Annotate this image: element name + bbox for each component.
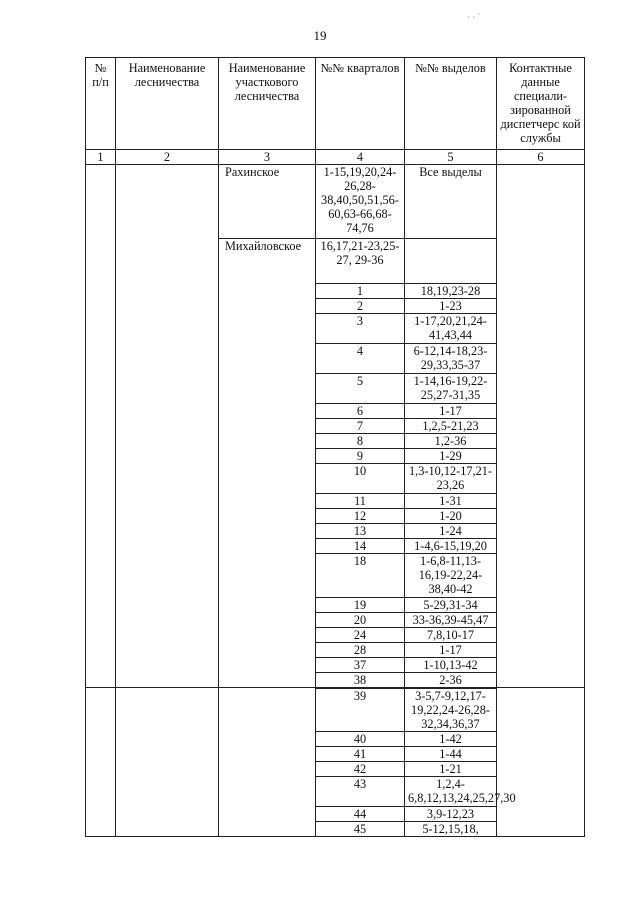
row-number-cell: [86, 688, 116, 837]
quarter-number: 3: [316, 314, 405, 344]
plot-numbers: 1,2,5-21,23: [405, 419, 497, 434]
quarter-number: 8: [316, 434, 405, 449]
quarter-number: 43: [316, 777, 405, 807]
quarter-number: 5: [316, 374, 405, 404]
quarters-cell: 16,17,21-23,25-27, 29-36: [316, 239, 405, 284]
plot-numbers: 2-36: [405, 673, 497, 688]
quarter-number: 4: [316, 344, 405, 374]
plot-numbers: 1-24: [405, 524, 497, 539]
header-cell: №№ кварталов: [316, 58, 405, 150]
plot-numbers: 1-23: [405, 299, 497, 314]
column-number: 2: [116, 150, 219, 165]
table-block: [86, 688, 585, 837]
plot-numbers: 5-29,31-34: [405, 598, 497, 613]
forestry-table: [85, 57, 585, 837]
contacts-cell: [497, 688, 585, 837]
quarter-number: 39: [316, 689, 405, 732]
plot-numbers: 33-36,39-45,47: [405, 613, 497, 628]
plot-numbers: 5-12,15,18,: [405, 822, 497, 837]
district-name: Михайловское: [219, 239, 316, 688]
page-number: 19: [313, 28, 327, 43]
plot-numbers: 1-42: [405, 732, 497, 747]
plots-cell: Все выделы: [405, 165, 497, 239]
column-number: 3: [219, 150, 316, 165]
quarter-number: 11: [316, 494, 405, 509]
column-number: 4: [316, 150, 405, 165]
plot-numbers: 1-20: [405, 509, 497, 524]
district-name: Рахинское: [219, 165, 316, 239]
plot-numbers: 7,8,10-17: [405, 628, 497, 643]
quarter-number: 24: [316, 628, 405, 643]
quarter-number: 38: [316, 673, 405, 688]
quarter-number: 7: [316, 419, 405, 434]
quarter-number: 40: [316, 732, 405, 747]
table-row: [86, 165, 585, 239]
column-number: 1: [86, 150, 116, 165]
plot-numbers: 1-21: [405, 762, 497, 777]
header-cell: Наименование лесничества: [116, 58, 219, 150]
plot-numbers: 1-10,13-42: [405, 658, 497, 673]
forestry-cell: [116, 688, 219, 837]
quarter-number: 1: [316, 284, 405, 299]
quarter-number: 9: [316, 449, 405, 464]
quarter-number: 45: [316, 822, 405, 837]
quarter-number: 14: [316, 539, 405, 554]
quarter-number: 12: [316, 509, 405, 524]
plot-numbers: 1-17,20,21,24-41,43,44: [405, 314, 497, 344]
header-cell: Наименование участкового лесничества: [219, 58, 316, 150]
quarter-number: 44: [316, 807, 405, 822]
header-cell: №№ выделов: [405, 58, 497, 150]
scan-mark: · · ˊ: [467, 12, 481, 22]
plot-numbers: 6-12,14-18,23-29,33,35-37: [405, 344, 497, 374]
contacts-cell: [497, 165, 585, 688]
district-cell: [219, 688, 316, 837]
column-number: 5: [405, 150, 497, 165]
table-block: [86, 165, 585, 688]
quarter-number: 10: [316, 464, 405, 494]
quarter-number: 18: [316, 554, 405, 598]
column-number: 6: [497, 150, 585, 165]
plot-numbers: 1-17: [405, 643, 497, 658]
quarter-number: 6: [316, 404, 405, 419]
plot-numbers: 1-6,8-11,13-16,19-22,24-38,40-42: [405, 554, 497, 598]
quarter-number: 28: [316, 643, 405, 658]
plot-numbers: 1,3-10,12-17,21-23,26: [405, 464, 497, 494]
quarter-number: 20: [316, 613, 405, 628]
forestry-cell: [116, 165, 219, 688]
header-cell: Контактные данные специали-зированной диспетчерс кой службы: [497, 58, 585, 150]
plot-numbers: 1-29: [405, 449, 497, 464]
row-number-cell: [86, 165, 116, 688]
header-row: [86, 58, 585, 150]
quarter-number: 19: [316, 598, 405, 613]
plot-numbers: 1-17: [405, 404, 497, 419]
plots-cell: [405, 239, 497, 284]
plot-numbers: 1-4,6-15,19,20: [405, 539, 497, 554]
plot-numbers: 3,9-12,23: [405, 807, 497, 822]
quarter-number: 37: [316, 658, 405, 673]
header-cell: № п/п: [86, 58, 116, 150]
column-number-row: [86, 150, 585, 165]
plot-numbers: 3-5,7-9,12,17-19,22,24-26,28-32,34,36,37: [405, 689, 497, 732]
plot-numbers: 1-31: [405, 494, 497, 509]
quarter-number: 2: [316, 299, 405, 314]
plot-numbers: 1-14,16-19,22-25,27-31,35: [405, 374, 497, 404]
plot-numbers: 1,2-36: [405, 434, 497, 449]
quarters-cell: 1-15,19,20,24-26,28-38,40,50,51,56-60,63-66,68-74,76: [316, 165, 405, 239]
quarter-number: 13: [316, 524, 405, 539]
plot-numbers: 18,19,23-28: [405, 284, 497, 299]
plot-numbers: 1-44: [405, 747, 497, 762]
quarter-number: 41: [316, 747, 405, 762]
quarter-number: 42: [316, 762, 405, 777]
plot-numbers: 1,2,4-6,8,12,13,24,25,27,30: [405, 777, 497, 807]
